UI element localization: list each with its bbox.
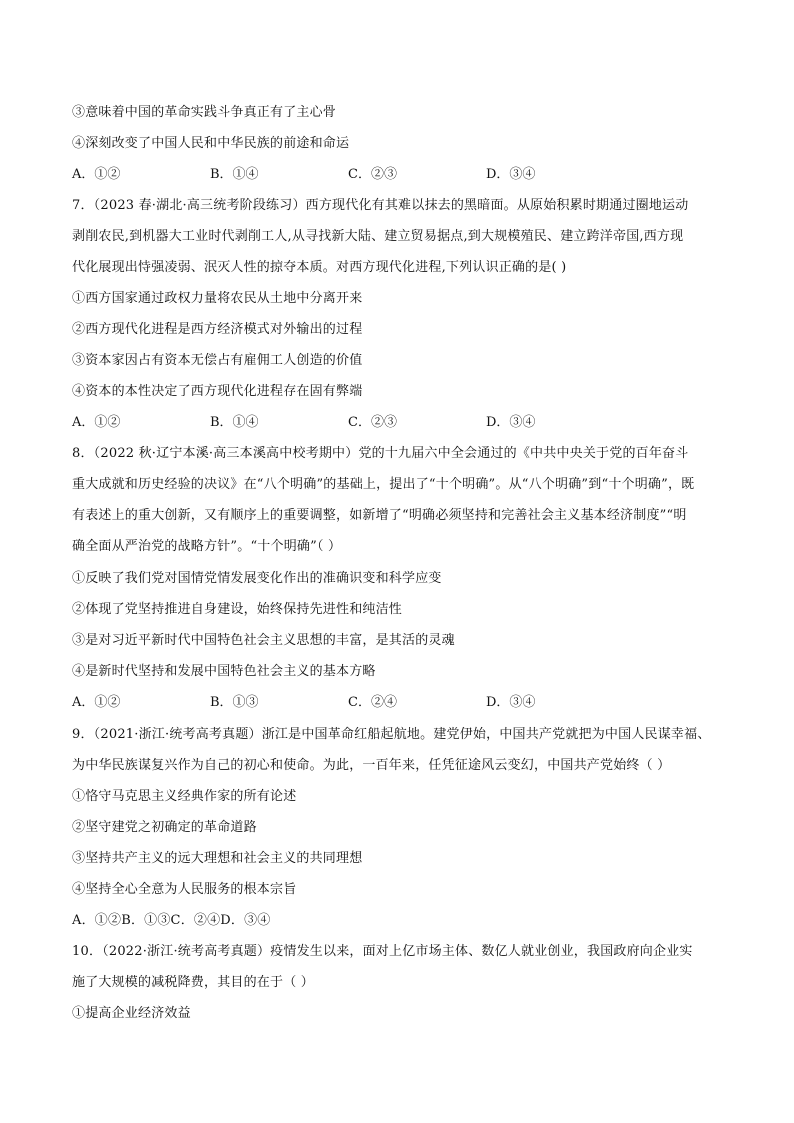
q8-item-4: ④是新时代坚持和发展中国特色社会主义的基本方略 (72, 664, 376, 679)
q8-stem-line-3: 有表述上的重大创新，又有顺序上的重要调整，如新增了“明确必须坚持和完善社会主义基本经济制度”“明 (72, 508, 687, 523)
q9-item-4: ④坚持全心全意为人民服务的根本宗旨 (72, 882, 297, 897)
q8-stem-line-1: 8．（2022 秋·辽宁本溪·高三本溪高中校考期中）党的十九届六中全会通过的《中共中央关于党的百年奋斗 (72, 446, 689, 461)
q9-options: A．①②B．①③C．②④D．③④ (72, 913, 271, 928)
q8-stem-line-4: 确全面从严治党的战略方针”。“十个明确”（ ） (72, 539, 342, 554)
q6-item-4: ④深刻改变了中国人民和中华民族的前途和命运 (72, 136, 350, 151)
q8-item-3: ③是对习近平新时代中国特色社会主义思想的丰富，是其活的灵魂 (72, 633, 455, 648)
q7-item-2: ②西方现代化进程是西方经济模式对外输出的过程 (72, 322, 363, 337)
q6-option-c: C．②③ (348, 167, 397, 182)
q7-item-3: ③资本家因占有资本无偿占有雇佣工人创造的价值 (72, 353, 363, 368)
q8-option-a: A．①② (72, 695, 121, 710)
q6-option-d: D．③④ (486, 167, 536, 182)
q10-stem-line-2: 施了大规模的减税降费，其目的在于（ ） (72, 975, 314, 990)
q8-item-2: ②体现了党坚持推进自身建设，始终保持先进性和纯洁性 (72, 602, 403, 617)
q10-stem-line-1: 10．（2022·浙江·统考高考真题）疫情发生以来，面对上亿市场主体、数亿人就业创业，我国政府向企业实 (72, 944, 693, 959)
q9-stem-line-1: 9．（2021·浙江·统考高考真题）浙江是中国革命红船起航地。建党伊始，中国共产党就把为中国人民谋幸福、 (72, 727, 711, 742)
q8-option-b: B．①③ (210, 695, 259, 710)
q9-item-2: ②坚守建党之初确定的革命道路 (72, 820, 257, 835)
q6-item-3: ③意味着中国的革命实践斗争真正有了主心骨 (72, 105, 337, 120)
q9-item-1: ①恪守马克思主义经典作家的所有论述 (72, 789, 297, 804)
q7-item-4: ④资本的本性决定了西方现代化进程存在固有弊端 (72, 384, 363, 399)
q9-item-3: ③坚持共产主义的远大理想和社会主义的共同理想 (72, 851, 363, 866)
q9-stem-line-2: 为中华民族谋复兴作为自己的初心和使命。为此，一百年来，任凭征途风云变幻，中国共产党始终（ ） (72, 758, 671, 773)
q7-stem-line-1: 7．（2023 春·湖北·高三统考阶段练习）西方现代化有其难以抹去的黑暗面。从原始积累时期通过圈地运动 (72, 198, 689, 213)
q6-option-a: A．①② (72, 167, 121, 182)
q7-item-1: ①西方国家通过政权力量将农民从土地中分离开来 (72, 291, 363, 306)
q6-option-b: B．①④ (210, 167, 259, 182)
q7-option-c: C．②③ (348, 415, 397, 430)
q8-stem-line-2: 重大成就和历史经验的决议》在“八个明确”的基础上，提出了“十个明确”。从“八个明确”到“十个明确”，既 (72, 477, 695, 492)
q7-stem-line-3: 代化展现出恃强凌弱、泯灭人性的掠夺本质。对西方现代化进程,下列认识正确的是( ) (72, 260, 567, 275)
q7-option-d: D．③④ (486, 415, 536, 430)
q7-option-a: A．①② (72, 415, 121, 430)
q8-option-d: D．③④ (486, 695, 536, 710)
q10-item-1: ①提高企业经济效益 (72, 1006, 191, 1021)
q8-option-c: C．②④ (348, 695, 397, 710)
q8-item-1: ①反映了我们党对国情党情发展变化作出的准确识变和科学应变 (72, 571, 442, 586)
q7-stem-line-2: 剥削农民,到机器大工业时代剥削工人,从寻找新大陆、建立贸易据点,到大规模殖民、建立跨洋帝国,西方现 (72, 229, 684, 244)
q7-option-b: B．①④ (210, 415, 259, 430)
